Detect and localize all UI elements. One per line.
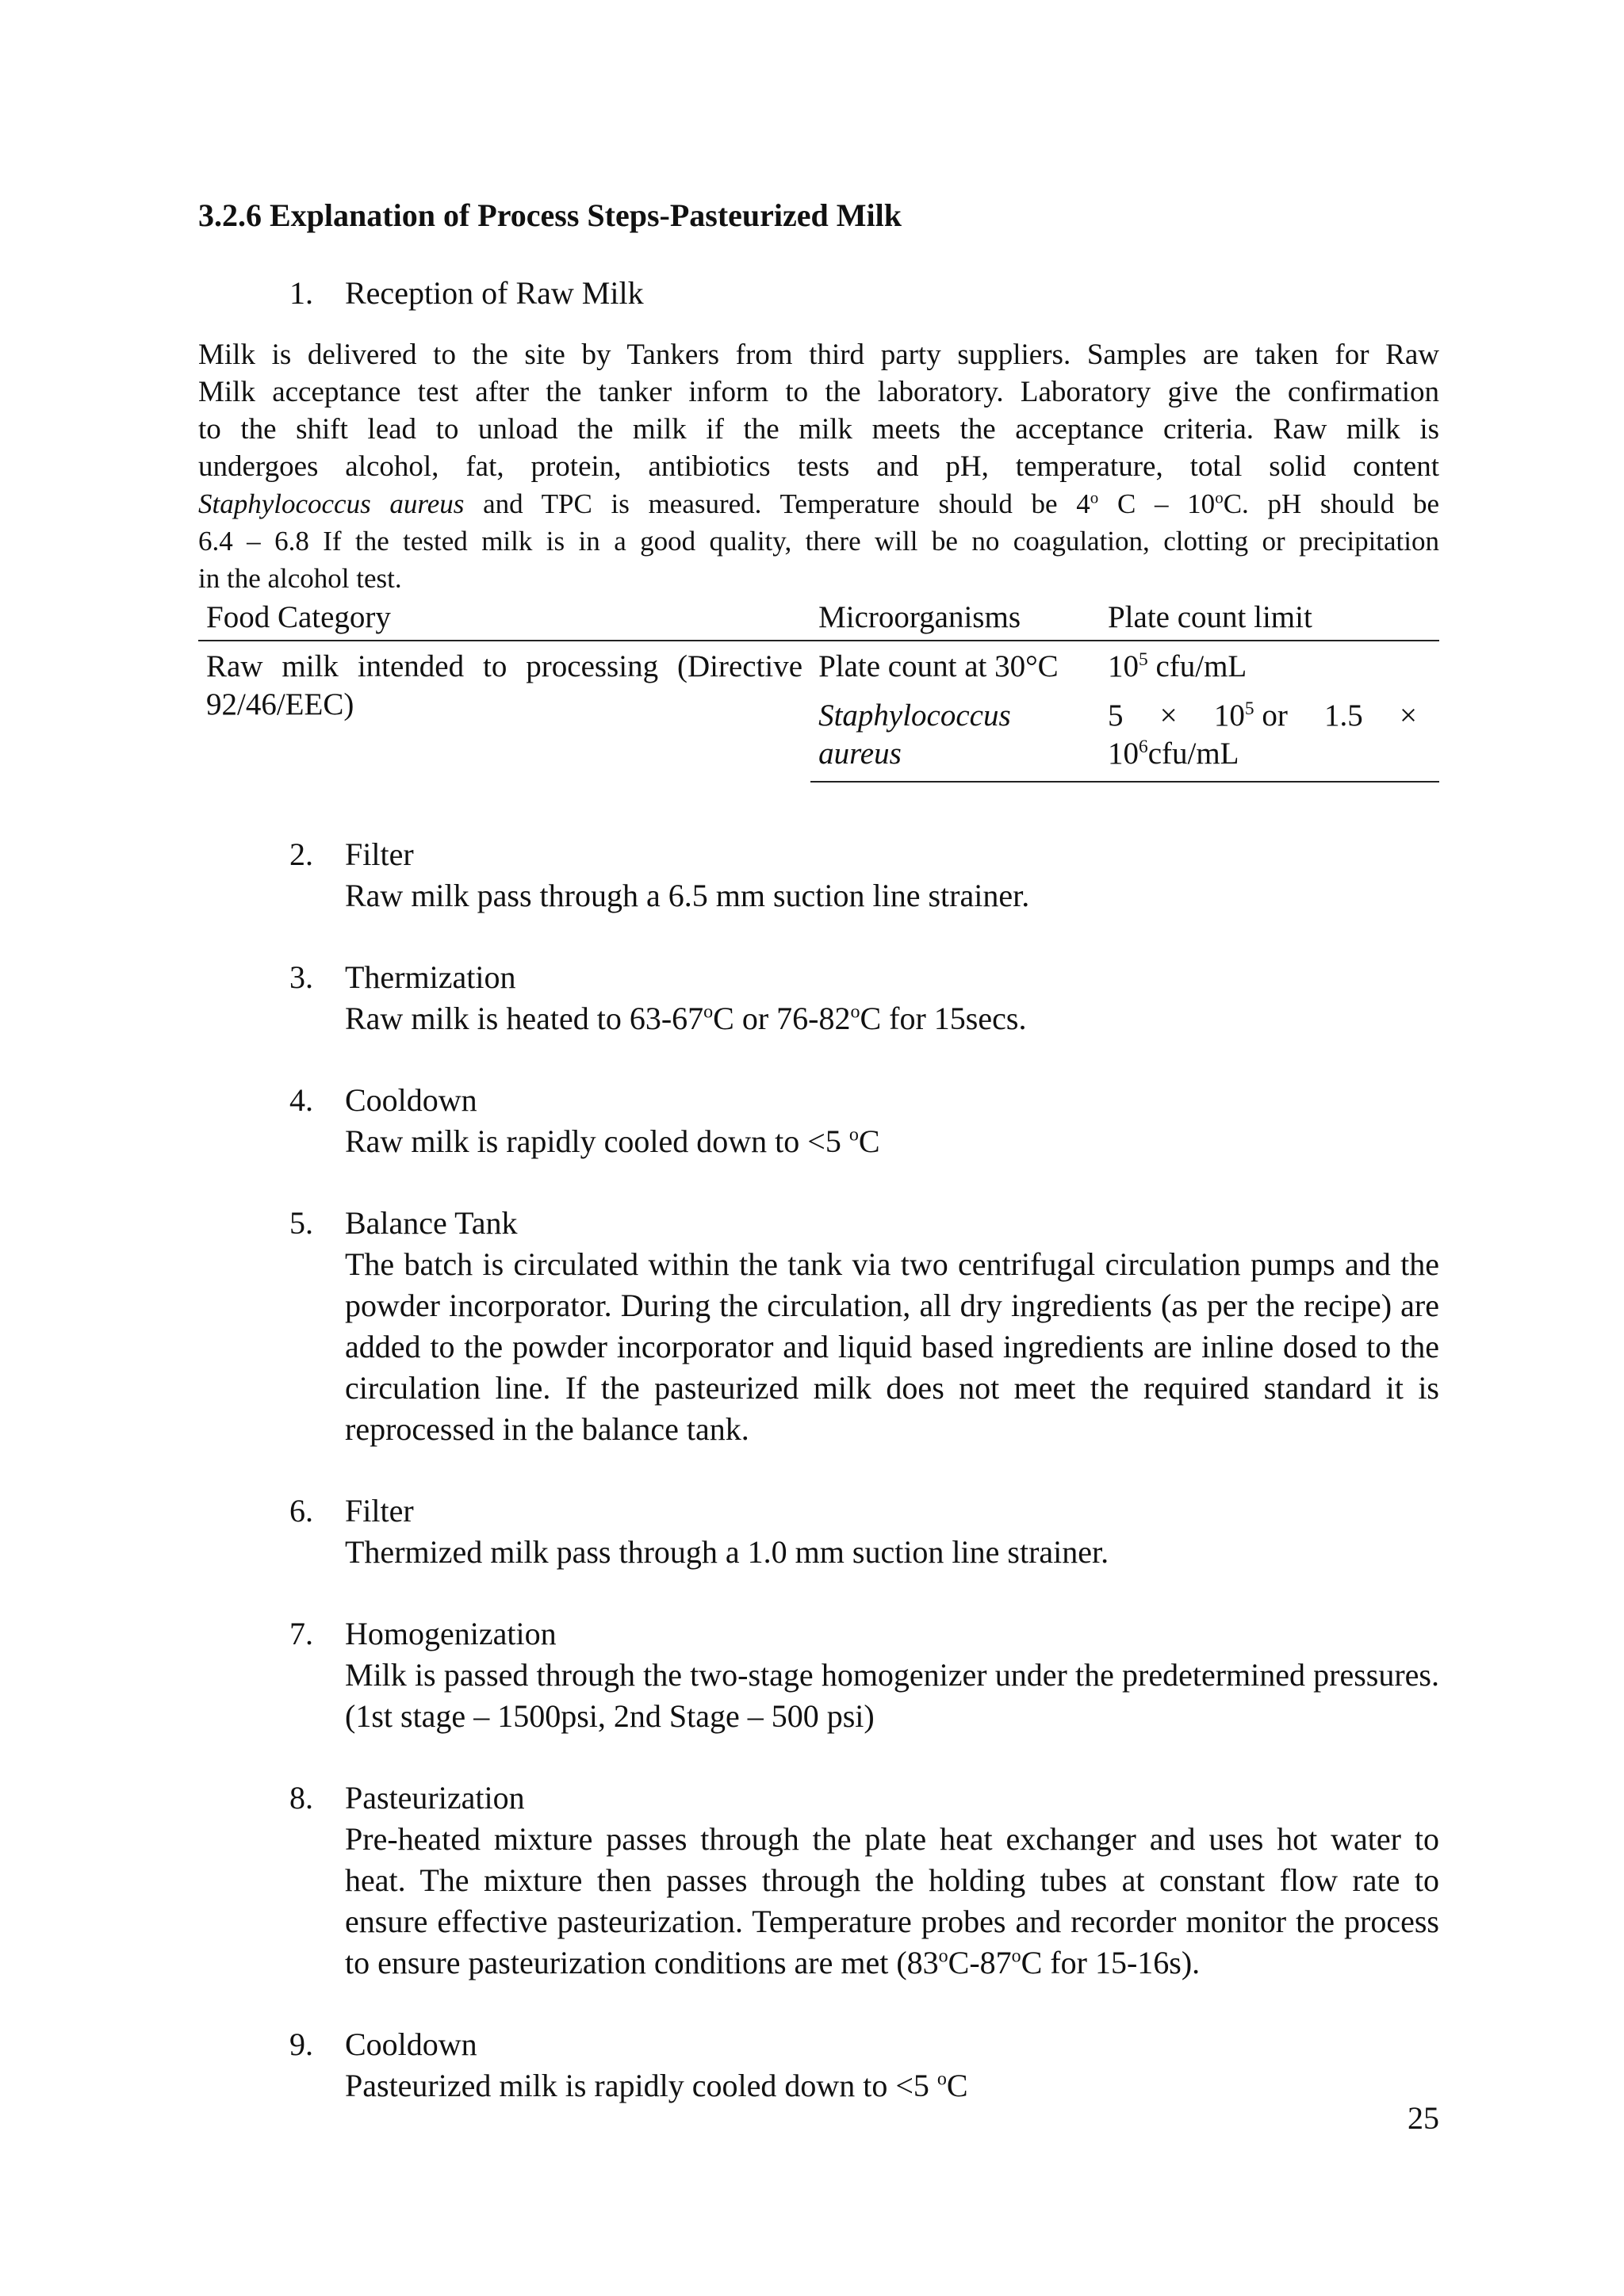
intro-paragraph [198,336,1439,597]
intro-line: to the shift lead to unload the milk if the milk meets the acceptance criteria. Raw milk is [198,413,1439,446]
section-heading: 3.2.6 Explanation of Process Steps-Pasteurized Milk [198,197,902,233]
limit-cell: 5 × $10^5$ or 1.5 × $10^6cfu/mL$ [1100,686,1439,782]
table-row [198,641,1439,686]
step-title: Balance Tank [345,1205,518,1241]
step-body: Raw milk is rapidly cooled down to <5 $^o$C [345,1123,880,1159]
intro-line: Milk acceptance test after the tanker inform to the laboratory. Laboratory give the confirmation [198,376,1439,408]
step-body: Milk is passed through the two-stage homogenizer under the predetermined pressures. (1st stage – 1500psi, 2nd Stage – 500 psi) [345,1657,1439,1734]
step-number: 7. [289,1616,313,1651]
intro-line: in the alcohol test. [198,563,402,594]
step-number: 8. [289,1780,313,1816]
step-title: Cooldown [345,1082,477,1118]
step-number: 9. [289,2026,313,2062]
intro-line: 6.4 – 6.8 If the tested milk is in a good quality, there will be no coagulation, clotting or precipitation [198,526,1439,557]
step-title: Pasteurization [345,1780,525,1816]
step-number: 5. [289,1205,313,1241]
step-body: Pre-heated mixture passes through the plate heat exchanger and uses hot water to heat. The mixture then passes through the holding tubes at constant flow rate to ensure effective pasteurization. Temperature probes and recorder monitor the process to ensure pasteurization conditions are met (83$^o$C-87$^o$C for 15-16s). [345,1821,1439,1980]
step-title: Filter [345,1493,414,1529]
criteria-table [198,599,1439,783]
step-number: 6. [289,1493,313,1529]
step-title: Cooldown [345,2026,477,2062]
step-body: Thermized milk pass through a 1.0 mm suction line strainer. [345,1534,1109,1570]
limit-cell: $10^5$ cfu/mL [1107,649,1247,683]
step-body: The batch is circulated within the tank via two centrifugal circulation pumps and the powder incorporator. During the circulation, all dry ingredients (as per the recipe) are added to the powder incorporator and liquid based ingredients are inline dosed to the circulation line. If the pasteurized milk does not meet the required standard it is reprocessed in the balance tank. [345,1246,1439,1447]
food-category-cell: Raw milk intended to processing (Directive 92/46/EEC) [206,649,803,721]
step-title: Filter [345,836,414,872]
step-body: Pasteurized milk is rapidly cooled down to <5 $^o$C [345,2068,968,2103]
step-title: Homogenization [345,1616,557,1651]
step-body: Raw milk is heated to 63-67$^o$C or 76-82$^o$C for 15secs. [345,1001,1027,1036]
microorganism-cell: Plate count at 30°C [818,649,1059,683]
step-number: 3. [289,959,313,995]
page-number: 25 [1408,2100,1439,2136]
step-title: Reception of Raw Milk [345,275,644,311]
intro-line: Milk is delivered to the site by Tankers from third party suppliers. Samples are taken for Raw [198,339,1439,371]
organism-name: Staphylococcus aureus [198,488,465,519]
step-body: Raw milk pass through a 6.5 mm suction line strainer. [345,878,1030,913]
intro-line: Staphylococcus aureus and TPC is measured. Temperature should be 4$^o$ C – 10$^o$C. pH should be [198,488,1440,519]
step-title: Thermization [345,959,516,995]
column-header: Food Category [198,599,810,641]
table-header-row [198,599,1439,641]
microorganism-cell: Staphylococcus aureus [810,686,1100,782]
step-number: 1. [289,275,313,311]
step-number: 4. [289,1082,313,1118]
step-number: 2. [289,836,313,872]
column-header: Microorganisms [810,599,1100,641]
intro-line: undergoes alcohol, fat, protein, antibiotics tests and pH, temperature, total solid content [198,450,1439,483]
column-header: Plate count limit [1100,599,1439,641]
